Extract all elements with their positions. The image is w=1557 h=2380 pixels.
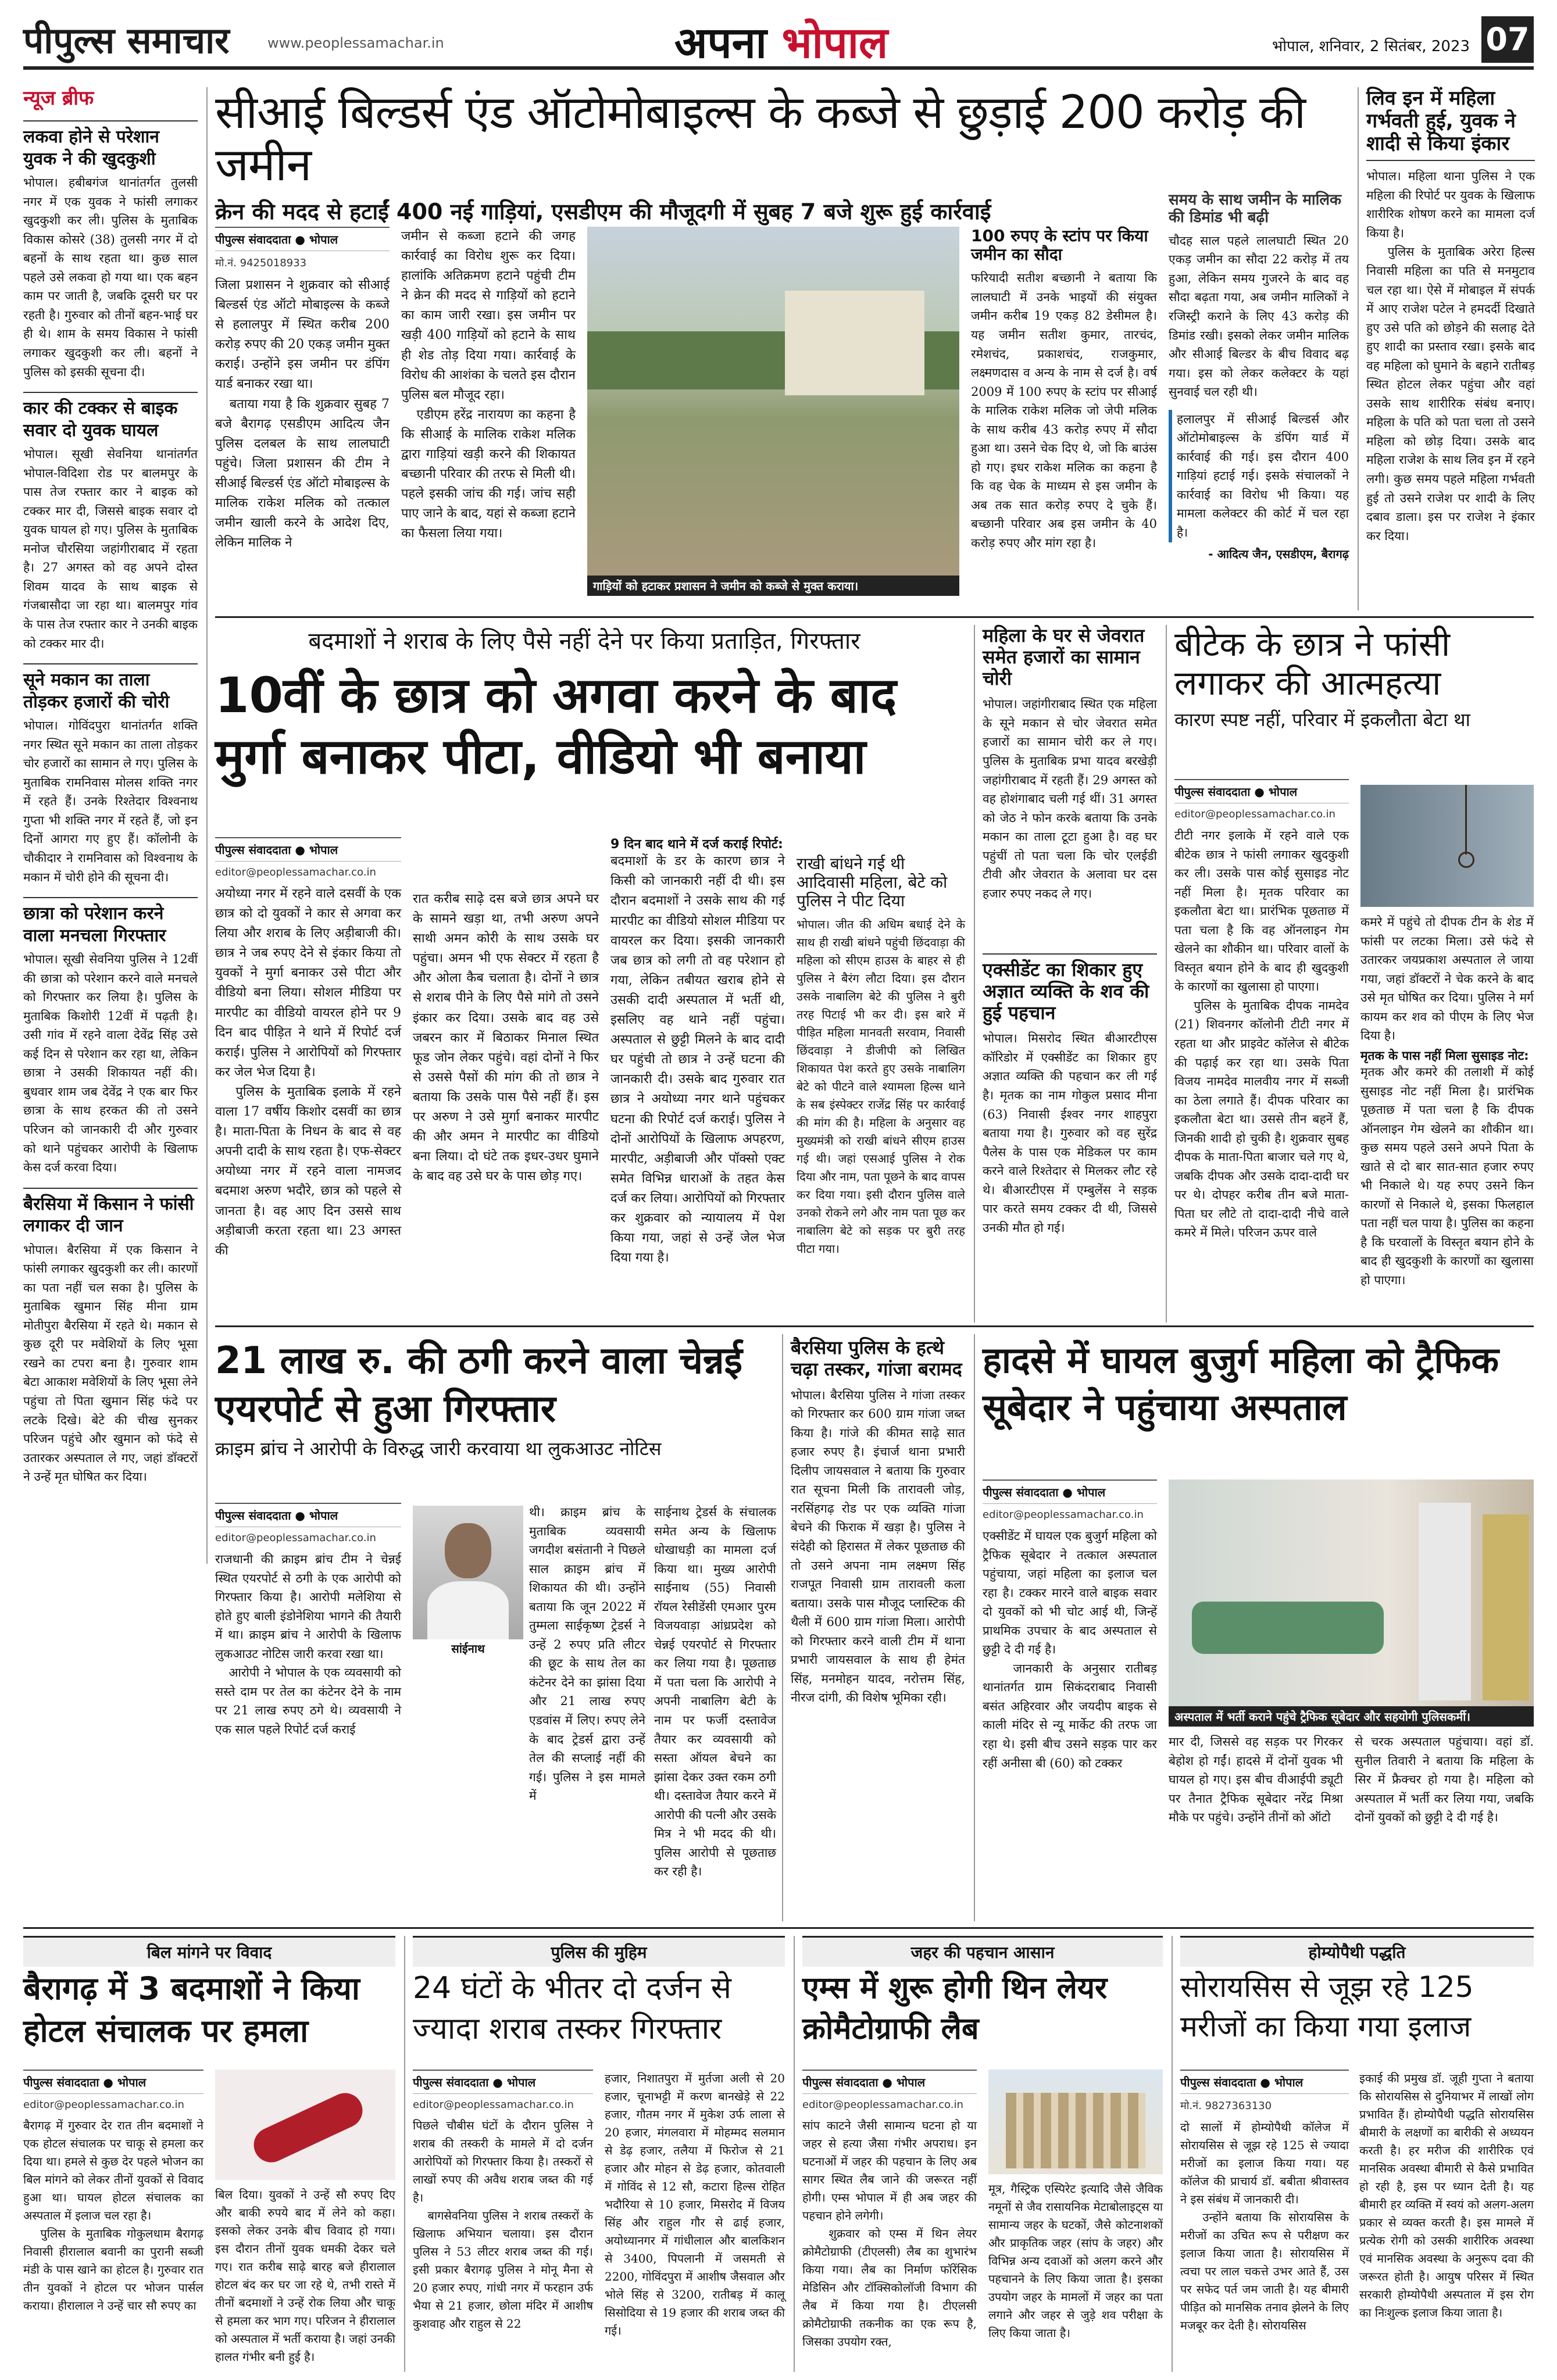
story-theft [983,624,1161,962]
section-tag: पुलिस की मुहिम [413,1936,785,1967]
homeo-body [1180,2070,1349,2372]
subsection-heading: 9 दिन बाद थाने में दर्ज कराई रिपोर्ट: [610,837,783,852]
story-headline: बीटेक के छात्र ने फांसी लगाकर की आत्महत्या [1174,624,1451,703]
story-headline: लिव इन में महिला गर्भवती हुई, युवक ने शादी से किया इंकार [1366,87,1535,161]
story-text-col2: रात करीब साढ़े दस बजे छात्र अपने घर के सामने खड़ा था, तभी अरुण अपने साथी अमन कोरी के साथ उसके घर पहुंचा। अमन भी एफ सेक्टर में रहता है और ओला कैब चलाता है। दोनों ने छात्र से शराब पीने के लिए पैसे मांगे तो उसने इंकार कर दिया। उसके बाद वह उसे जबरन कार में बिठाकर मिनाल स्थित फूड जोन लेकर पहुंचे। वहां दोनों ने फिर से उससे पैसों की मांग की तो छात्र ने बताया कि उसके पास पैसे नहीं हैं। इस पर अरुण ने उसे मुर्गा बनाकर मारपीट की और अमन ने मारपीट का वीडियो बना लिया। दो घंटे तक इधर-उधर घुमाने के बाद वह उसे घर के पास छोड़ गए। [413,892,603,1184]
story-headline: बैरसिया पुलिस के हत्थे चढ़ा तस्कर, गांजा बरामद [791,1336,962,1380]
aiims-body [802,2070,977,2372]
sidebar-text: फरियादी सतीश बच्छानी ने बताया कि लालघाटी में उनके भाइयों की संयुक्त जमीन करीब 19 एकड़ 82 डेसीमल है। यह जमीन सतीश कुमार, तारचंद, रमेशचंद, प्रकाशचंद, राजकुमार, लक्ष्मणदास व अन्य के नाम से दर्ज है। वर्ष 2009 में 100 रुपए के स्टांप पर सीआई के मालिक राकेश मलिक जो जेपी मलिक के साथ करीब 43 करोड़ रुपए में सौदा हुआ था। उसने चेक दिए थे, जो कि बाउंस हो गए। इधर राकेश मलिक का कहना है कि वह चेक के माध्यम से इस जमीन के अब तक सात करोड़ रुपए दे चुके हैं। बच्छानी परिवार अब इस जमीन के 40 करोड़ रुपए और मांग रहा है। [971,271,1161,551]
homeo-body-col2 [1359,2070,1538,2372]
section-title [674,12,888,70]
byline: पीपुल्स संवाददाता ● भोपाल [802,2070,977,2094]
reporter-email[interactable]: editor@peoplessamachar.co.in [802,2099,963,2111]
section-divider [215,616,1534,618]
story-text-col3: बदमाशों के डर के कारण छात्र ने किसी को जानकारी नहीं दी थी। इस दौरान बदमाशों ने उसके साथ की गई मारपीट का वीडियो सोशल मीडिया पर वायरल कर दिया। इसकी जानकारी जब छात्र को लगी तो वह परेशान हो गया, लेकिन तबीयत खराब होने से उसकी दादी अस्पताल में भर्ती थी, इसलिए वह थाने नहीं पहुंचा। अस्पताल से छुट्टी मिलने के बाद दादी घर पहुंची तो छात्र ने उन्हें घटना की जानकारी दी। उसके बाद गुरुवार रात छात्र ने अयोध्या नगर थाने पहुंचकर घटना की रिपोर्ट दर्ज कराई। पुलिस ने दोनों आरोपियों के खिलाफ अपहरण, मारपीट, अड़ीबाजी और पॉक्सो एक्ट समेत विभिन्न धाराओं के तहत केस दर्ज कर लिया। आरोपियों को गिरफ्तार कर शुक्रवार को न्यायालय में पेश किया गया, जहां से उन्हें जेल भेज दिया गया है। [610,854,789,1266]
elderly-body-col3 [1355,1732,1538,1924]
column-divider [794,1936,795,2372]
story-text-col1: राजधानी की क्राइम ब्रांच टीम ने चेन्नई स्थित एयरपोर्ट से ठगी के एक आरोपी को गिरफ्तार किया है। आरोपी मलेशिया से होते हुए बाली इंडोनेशिया भागने की तैयारी में था। क्राइम ब्रांच ने आरोपी के खिलाफ लुकआउट नोटिस जारी करवा रखा था। आरोपी ने भोपाल के एक व्यवसायी को सस्ते दाम पर तेल का कंटेनर देने के नाम पर 21 लाख रुपए ठगे थे। व्यवसायी ने एक साल पहले रिपोर्ट दर्ज कराई [215,1552,401,1736]
fraud-body-col2 [529,1503,649,1921]
aiims-body-col2 [988,2180,1167,2372]
elderly-body [983,1480,1157,1921]
story-text-col2: मार दी, जिससे वह सड़क पर गिरकर बेहोश हो गईं। हादसे में दोनों युवक भी घायल हो गए। इस बीच वीआईपी ड्यूटी पर तैनात ट्रैफिक सूबेदार नरेंद्र मिश्रा मौके पर पहुंचे। उन्होंने तीनों को ऑटो [1169,1735,1347,1825]
story-live-in [1366,87,1535,610]
hotel-photo [215,2070,395,2180]
story-text: भोपाल। बैरसिया पुलिस ने गांजा तस्कर को गिरफ्तार कर 600 ग्राम गांजा जब्त किया है। गांजे की कीमत साढ़े सात हजार रुपए है। इंचार्ज थाना प्रभारी दिलीप जायसवाल ने बताया कि गुरुवार रात सूचना मिली कि तारावली जोड़, नरसिंहगढ़ रोड पर एक व्यक्ति गांजा बेचने की फिराक में खड़ा है। पुलिस ने संदेही को हिरासत में लेकर पूछताछ की तो उसने अपना नाम लक्ष्मण सिंह राजपूत निवासी ग्राम तारावली कला बताया। उसके पास मौजूद प्लास्टिक की थैली में 600 ग्राम गांजा मिला। आरोपी को गिरफ्तार करने वाली टीम में थाना प्रभारी जायसवाल के साथ ही हेमंत सिंह, मनमोहन यादव, नरोत्तम सिंह, नीरज दांगी, की विशेष भूमिका रही। [791,1388,969,1705]
brief-headline: छात्रा को परेशान करने वाला मनचला गिरफ्तार [23,897,198,946]
story-text-col2: थी। क्राइम ब्रांच के मुताबिक व्यवसायी जगदीश बसंतानी ने पिछले साल क्राइम ब्रांच में शिकायत की थी। उन्होंने बताया कि जून 2022 में तुम्मला साईकृष्ण ट्रेडर्स ने उन्हें 2 रुपए प्रति लीटर की छूट के साथ तेल का कंटेनर देने का झांसा दिया और 21 लाख रुपए एडवांस में लिए। रुपए लेने के बाद ट्रेडर्स द्वारा उन्हें तेल की सप्लाई नहीं की गई। पुलिस ने इस मामले में [529,1505,649,1803]
story-text-col3: साईनाथ ट्रेडर्स के संचालक समेत अन्य के खिलाफ धोखाधड़ी का मामला दर्ज किया था। मुख्य आरोपी साईनाथ (55) निवासी रॉयल रेसीडेंसी एमआर पुरम विजयवाड़ा आंध्रप्रदेश को चेन्नई एयरपोर्ट से गिरफ्तार कर लिया गया है। पूछताछ में पता चला कि आरोपी ने अपनी नाबालिग बेटी के नाम पर फर्जी दस्तावेज तैयार कर व्यवसायी को सस्ता ऑयल बेचने का झांसा देकर उक्त रकम ठगी थी। दस्तावेज तैयार करने में आरोपी की पत्नी और उसके मित्र ने भी मदद की थी। पुलिस आरोपी से पूछताछ कर रही है। [654,1505,780,1879]
photo-caption: गाड़ियों को हटाकर प्रशासन ने जमीन को कब्जे से मुक्त कराया। [587,576,959,596]
story-text-col1: टीटी नगर इलाके में रहने वाले एक बीटेक छात्र ने फांसी लगाकर खुदकुशी कर ली। उसके पास कोई सुसाइड नोट नहीं मिला है। मृतक परिवार का इकलौता बेटा था। प्रारंभिक पूछताछ में पता चला है कि वह ऑनलाइन गेम खेलने का शौकीन था। परिवार वालों के विस्तृत बयान होने के बाद ही खुदकुशी के कारणों का खुलासा हो पाएगा। पुलिस के मुताबिक दीपक नामदेव (21) शिवनगर कॉलोनी टीटी नगर में रहता था और प्राइवेट कॉलेज से बीटेक की पढ़ाई कर रहा था। उसके पिता विजय नामदेव मालवीय नगर में सब्जी का ठेला लगाते हैं। दीपक परिवार का इकलौता बेटा था। उससे तीन बहनें हैं, जिनकी शादी हो चुकी है। शुक्रवार सुबह दीपक के माता-पिता बाजार चले गए थे, जबकि दीपक और उसके दादा-दादी घर पर थे। दोपहर करीब तीन बजे माता-पिता घर लौटे तो दादा-दादी नीचे वाले कमरे में मिले। परिजन ऊपर वाले [1174,828,1349,1240]
story-text-col2: कमरे में पहुंचे तो दीपक टीन के शेड में फांसी पर लटका मिला। उसे फंदे से उतारकर जयप्रकाश अस्पताल ले जाया गया, जहां डॉक्टरों ने चेक करने के बाद उसे मृत घोषित कर दिया। पुलिस ने मर्ग कायम कर शव को पीएम के लिए भेज दिया है। [1360,915,1538,1043]
news-brief-column [23,87,202,1564]
lead-subhead: क्रेन की मदद से हटाईं 400 नई गाड़ियां, एसडीएम की मौजूदगी में सुबह 7 बजे शुरू हुई कार्रवाई [215,199,991,225]
story-text-col3: से चरक अस्पताल पहुंचाया। वहां डॉ. सुनील तिवारी ने बताया कि महिला के सिर में फ्रैक्चर हो गया है। महिला को अस्पताल में भर्ती कर लिया गया, जबकि दोनों युवकों को छुट्टी दे दी गई है। [1355,1735,1538,1825]
story-text-col2: इकाई की प्रमुख डॉ. जूही गुप्ता ने बताया कि सोरायसिस से दुनियाभर में लाखों लोग प्रभावित हैं। होम्योपैथी पद्धति सोरायसिस बीमारी के लक्षणों का बारीकी से अध्ययन करती है। हर मरीज की शारीरिक एवं मानसिक अवस्था बीमारी से कैसे प्रभावित हो रही है, इस पर ध्यान देती है। यह बीमारी हर व्यक्ति में स्वयं को अलग-अलग प्रकार से व्यक्त करती है। इस मामले में प्रत्येक रोगी को उसकी शारीरिक अवस्था एवं मानसिक अवस्था के अनुरूप दवा की जरूरत होती है। आयुष परिसर में स्थित सरकारी होम्योपैथी अस्पताल में इस रोग का निःशुल्क इलाज किया जाता है। [1359,2071,1538,2320]
reporter-email[interactable]: editor@peoplessamachar.co.in [983,1509,1144,1521]
column-divider [1358,87,1359,610]
story-text: भोपाल। जहांगीराबाद स्थित एक महिला के सूने मकान से चोर जेवरात समेत हजारों का सामान चोरी कर ले गए। पुलिस के मुताबिक प्रभा यादव बरखेड़ी जहांगीराबाद में रहती हैं। 29 अगस्त को वह होशंगाबाद चली गई थीं। 31 अगस्त को जेठ ने फोन करके बताया कि उनके मकान का ताला टूटा हुआ है। वह घर पहुंचीं तो पता चला कि चोर एलईडी टीवी और जेवरात के अलावा घर दस हजार रुपए नकद ले गए। [983,697,1161,900]
dateline: भोपाल, शनिवार, 2 सितंबर, 2023 [1272,38,1470,55]
aiims-photo [988,2070,1163,2174]
column-divider [782,1334,783,1921]
brief-headline: लकवा होने से परेशान युवक ने की खुदकुशी [23,120,198,170]
kidnap-body-col3 [610,837,789,1320]
brief-text: भोपाल। सूखी सेवनिया थानांतर्गत भोपाल-विदिशा रोड पर बालमपुर के पास तेज रफ्तार कार ने बाइक को टक्कर मार दी, जिससे बाइक सवार दो युवक घायल हो गए। पुलिस के मुताबिक मनोज चौरसिया जहांगीराबाद में रहता है। 27 अगस्त को वह अपने दोस्त शिवम यादव के साथ बाइक से गंजबासौदा जा रहा था। बालमपुर गांव के पास तेज रफ्तार कार ने उनकी बाइक को टक्कर मार दी। [23,447,202,651]
story-headline: सोरायसिस से जूझ रहे 125 मरीजों का किया गया इलाज [1180,1970,1474,2043]
photo-caption: सांईनाथ [451,1642,485,1656]
subsection-heading: मृतक के पास नहीं मिला सुसाइड नोट: [1360,1048,1529,1063]
story-homeo [1180,1968,1534,2067]
story-headline: 21 लाख रु. की ठगी करने वाला चेन्नई एयरपोर्ट से हुआ गिरफ्तार [215,1339,742,1431]
story-text: भोपाल। मिसरोद स्थित बीआरटीएस कॉरिडोर में एक्सीडेंट का शिकार हुए अज्ञात व्यक्ति की पहचान कर ली गई है। मृतक का नाम गोकुल प्रसाद मीना (63) निवासी ईश्वर नगर शाहपुरा बताया गया है। गुरुवार को वह सुरेंद्र पैलेस के पास एक मेडिकल पर काम करने वाले रिश्तेदार से मिलकर लौट रहे थे। बीआरटीएस में एम्बुलेंस ने सड़क पार करते समय टक्कर दी थी, जिससे उनकी मौत हो गई। [983,1031,1161,1235]
byline: पीपुल्स संवाददाता ● भोपाल [215,227,390,251]
story-text-col1: बैरागढ़ में गुरुवार देर रात तीन बदमाशों ने एक होटल संचालक पर चाकू से हमला कर दिया था। हमले से कुछ देर पहले भोजन का बिल मांगने को लेकर तीनों युवकों से विवाद हुआ था। घायल होटल संचालक का अस्पताल में इलाज चल रहा है। पुलिस के मुताबिक गोकुलधाम बैरागढ़ निवासी हीरालाल बवानी का पुरानी सब्जी मंडी के पास खाने का होटल है। गुरुवार रात तीन युवकों ने होटल पर भोजन पार्सल कराया। हीरालाल ने उन्हें चार सौ रुपए का [23,2118,203,2313]
byline: पीपुल्स संवाददाता ● भोपाल [23,2070,203,2094]
story-ganja [791,1336,969,1924]
photo-caption: अस्पताल में भर्ती कराने पहुंचे ट्रैफिक सूबेदार और सहयोगी पुलिसकर्मी। [1169,1706,1534,1727]
lead-sidebar-1 [971,226,1161,599]
section-tag: होम्योपैथी पद्धति [1180,1936,1534,1967]
story-text-col2: हजार, निशातपुरा में मुर्तजा अली से 20 हजार, चूनाभट्टी में करण बानखेड़े से 22 हजार, गौतम नगर में मुकेश उर्फ लाला से 20 हजार, मंगलवारा में मोहम्मद सलमान से डेढ़ हजार, तलैया में फिरोज से 21 हजार और मोहन से डेढ़ हजार, कोतवाली में गोविंद से 12 सौ, कटारा हिल्स रोहित भदौरिया से 10 हजार, मिसरोद में विजय सिंह और राहुल गौर से ढाई हजार, अयोध्यानगर में गांधीलाल और बालकिशन से 3400, पिपलानी में जसमती से 2200, गोविंदपुरा में आशीष जैसवाल और भोले सिंह से 3200, रातीबड़ में कालू सिसोदिया से 19 हजार की शराब जब्त की गई। [605,2071,789,2338]
byline: पीपुल्स संवाददाता ● भोपाल [413,2070,593,2094]
byline: पीपुल्स संवाददाता ● भोपाल [983,1480,1157,1504]
story-text-col1: सांप काटने जैसी सामान्य घटना हो या जहर से हत्या जैसा गंभीर अपराध। इन घटनाओं में जहर की पहचान के लिए अब सागर स्थित लैब जाने की जरूरत नहीं होगी। एम्स भोपाल में ही अब जहर की पहचान होने लगेगी। शुक्रवार को एम्स में थिन लेयर क्रोमैटोग्राफी (टीएलसी) लैब का शुभारंभ किया गया। लैब का निर्माण फॉरेंसिक मेडिसिन और टॉक्सिकोलॉजी विभाग की लैब में किया गया है। टीएलसी क्रोमैटोग्राफी तकनीक का एक रूप है, जिसका उपयोग रक्त, [802,2118,977,2349]
website-url[interactable]: www.peoplessamachar.in [267,35,444,51]
byline: पीपुल्स संवाददाता ● भोपाल [215,837,401,862]
lead-headline: सीआई बिल्डर्स एंड ऑटोमोबाइल्स के कब्जे से छुड़ाई 200 करोड़ की जमीन [215,87,1306,191]
story-subhead: कारण स्पष्ट नहीं, परिवार में इकलौता बेटा था [1174,709,1470,731]
kidnap-body-col2 [413,889,603,1320]
byline: पीपुल्स संवाददाता ● भोपाल [215,1503,401,1527]
brief-headline: कार की टक्कर से बाइक सवार दो युवक घायल [23,392,198,441]
column-divider [404,1936,405,2372]
story-headline: बैरागढ़ में 3 बदमाशों ने किया होटल संचालक पर हमला [23,1970,360,2049]
accused-photo [413,1506,523,1639]
column-divider [206,87,208,1564]
story-headline: एक्सीडेंट का शिकार हुए अज्ञात व्यक्ति के शव की हुई पहचान [983,953,1157,1023]
sidebar-heading: समय के साथ जमीन के मालिक की डिमांड भी बढ़ी [1169,191,1341,226]
story-text-col1: दो सालों में होम्योपैथी कॉलेज में सोरायसिस से जूझ रहे 125 से ज्यादा मरीजों का इलाज किया गया। यह कॉलेज की प्राचार्य डॉ. बबीता श्रीवास्तव ने इस संबंध में जानकारी दी। उन्होंने बताया कि सोरायसिस के मरीजों का उचित रूप से परीक्षण कर इलाज किया जाता है। सोरायसिस में त्वचा पर लाल चकत्ते उभर आते हैं, उस पर सफेद पर्त जम जाती है। यह बीमारी पीड़ित को मानसिक तनाव झेलने के लिए मजबूर कर देती है। सोरायसिस [1180,2120,1349,2332]
story-text: भोपाल। महिला थाना पुलिस ने एक महिला की रिपोर्ट पर युवक के खिलाफ शारीरिक शोषण करने का मामला दर्ज किया है। पुलिस के मुताबिक अरेरा हिल्स निवासी महिला का पति से मनमुटाव चल रहा था। ऐसे में मोबाइल में संपर्क में आए राजेश पटेल ने हमदर्दी दिखाते हुए उसे पति को छोड़ने की सलाह देते हुए शादी का प्रस्ताव रखा। इसके बाद वह महिला को घुमाने के बहाने रातीबड़ स्थित होटल लेकर पहुंचा और वहां उसके साथ शारीरिक संबंध बनाए। महिला के पति को पता चला तो उसने महिला को छोड़ दिया। उसके बाद महिला राजेश के साथ लिव इन में रहने लगी। कुछ समय पहले महिला गर्भवती हुई तो उसने राजेश पर शादी के लिए दबाव डाला। इस पर राजेश ने इंकार कर दिया। [1366,169,1535,543]
btech-photo [1360,785,1534,907]
btech-body [1174,779,1349,1320]
story-liquor [413,1968,785,2067]
section-title-b: भोपाल [781,18,888,68]
brief-text: भोपाल। हबीबगंज थानांतर्गत तुलसी नगर में एक युवक ने फांसी लगाकर खुदकुशी कर ली। पुलिस के मुताबिक विकास कोसरे (38) तुलसी नगर में दो बहनों के साथ रहता था। कुछ साल पहले उसे लकवा हो गया था। एक बहन काम पर जाती है, जबकि दूसरी घर पर रहती है। गुरुवार को तीनों बहन-भाई घर ही थे। शाम के समय विकास ने फांसी लगाकर खुदकुशी कर ली। बहनों ने पुलिस को इसकी सूचना दी। [23,176,202,379]
fraud-body-col3 [654,1503,780,1921]
story-elderly [983,1337,1534,1488]
column-divider [974,1334,975,1921]
kidnap-body [215,837,401,1320]
lead-body-col2 [401,227,576,599]
section-divider [215,1325,1534,1327]
btech-body-col2 [1360,913,1538,1320]
sidebar-text: चौदह साल पहले लालघाटी स्थित 20 एकड़ जमीन का सौदा 22 करोड़ में तय हुआ, लेकिन समय गुजरने के बाद वह सौदा बढ़ता गया, अब जमीन मालिकों ने रजिस्ट्री कराने के लिए 43 करोड़ की डिमांड रखी। इसको लेकर जमीन मालिक और सीआई बिल्डर के बीच विवाद बढ़ गया। इस को लेकर कलेक्टर के यहां सुनवाई चल रही थी। [1169,233,1353,399]
brief-title: न्यूज ब्रीफ [23,87,94,110]
story-kicker: बदमाशों ने शराब के लिए पैसे नहीं देने पर किया प्रताड़ित, गिरफ्तार [308,628,860,655]
brief-text: भोपाल। बैरसिया में एक किसान ने फांसी लगाकर खुदकुशी कर ली। कारणों का पता नहीं चल सका है। पुलिस के मुताबिक खुमान सिंह मीना ग्राम मोतीपुरा बैरसिया में रहते थे। मकान से कुछ दूरी पर मवेशियों के लिए भूसा रखने का टपरा बना है। गुरुवार शाम बेटा आकाश मवेशियों के लिए भूसा लेने पहुंचा तो पिता खुमान सिंह फंदे पर लटके दिखे। बेटे की चीख सुनकर परिजन पहुंचे और खुमान को फंदे से उतारकर अस्पताल ले गए, जहां डॉक्टरों ने उन्हें मृत घोषित कर दिया। [23,1242,202,1484]
story-text-col1: एक्सीडेंट में घायल एक बुजुर्ग महिला को ट्रैफिक सूबेदार ने तत्काल अस्पताल पहुंचाया, जहां महिला का इलाज चल रहा है। टक्कर मारने वाले बाइक सवार दो युवकों को भी चोट आई थी, जिन्हें प्राथमिक उपचार के बाद अस्पताल से छुट्टी दे दी गई है। जानकारी के अनुसार रातीबड़ थानांतर्गत ग्राम सिकंदराबाद निवासी बसंत अहिरवार और जयदीप बाइक से काली मंदिर से न्यू मार्केट की तरफ जा रहा थे। इसी बीच उसने सड़क पार कर रहीं अनीसा बी (60) को टक्कर [983,1529,1158,1770]
lead-text-col2: जमीन से कब्जा हटाने की जगह कार्रवाई का विरोध शुरू कर दिया। हालांकि अतिक्रमण हटाने पहुंची टीम ने क्रेन की मदद से गाड़ियों को हटाने का काम जारी रखा। इस जमीन पर खड़ी 400 गाड़ियों को हटाने के साथ ही शेड तोड़ दिया गया। कार्रवाई के विरोध की आशंका के चलते इस दौरान पुलिस बल मौजूद रहा। एडीएम हरेंद्र नारायण का कहना है कि सीआई के मालिक राकेश मलिक द्वारा गाड़ियां खड़ी करने की शिकायत बच्छानी परिवार की तरफ से मिली थी। पहले इसकी जांच की गई। जांच सही पाए जाने के बाद, यहां से कब्जा हटाने का फैसला लिया गया। [401,229,576,541]
story-headline: हादसे में घायल बुजुर्ग महिला को ट्रैफिक सूबेदार ने पहुंचाया अस्पताल [983,1339,1499,1428]
story-fraud [215,1337,773,1488]
section-tag: जहर की पहचान आसान [802,1936,1163,1967]
byline: पीपुल्स संवाददाता ● भोपाल [1180,2070,1349,2094]
story-headline: राखी बांधने गई थी आदिवासी महिला, बेटे को पुलिस ने पीट दिया [797,854,948,911]
reporter-email[interactable]: editor@peoplessamachar.co.in [413,2099,574,2111]
story-headline: 24 घंटों के भीतर दो दर्जन से ज्यादा शराब तस्कर गिरफ्तार [413,1971,731,2047]
quote-attribution: - आदित्य जैन, एसडीएम, बैरागढ़ [1208,546,1349,561]
elderly-body-col2 [1169,1732,1347,1924]
section-title-a: अपना [674,18,782,68]
liquor-body-col2 [605,2070,789,2372]
masthead [23,12,1534,70]
lead-text-col1: जिला प्रशासन ने शुक्रवार को सीआई बिल्डर्स एंड ऑटो मोबाइल्स के कब्जे से हलालपुर में स्थित करीब 200 करोड़ रुपए की 20 एकड़ जमीन मुक्त कराई। उन्होंने इस जमीन पर डंपिंग यार्ड बनाकर रखा था। बताया गया है कि शुक्रवार सुबह 7 बजे बैरागढ़ एसडीएम आदित्य जैन पुलिस दलबल के साथ लालघाटी पहुंचे। जिला प्रशासन की टीम ने सीआई बिल्डर्स एंड ऑटो मोबाइल्स के मालिक राकेश मलिक को तत्काल जमीन खाली करने के आदेश दिए, लेकिन मालिक ने [215,278,390,551]
story-btech [1174,625,1534,788]
section-divider [23,1927,1534,1929]
story-headline: एम्स में शुरू होगी थिन लेयर क्रोमैटोग्राफी लैब [802,1971,1108,2047]
story-headline: 10वीं के छात्र को अगवा करने के बाद मुर्गा बनाकर पीटा, वीडियो भी बनाया [215,667,897,785]
liquor-body [413,2070,593,2372]
reporter-mobile: मो.नं. 9827363130 [1180,2100,1272,2112]
lead-body [215,227,390,599]
brief-headline: बैरसिया में किसान ने फांसी लगाकर दी जान [23,1188,198,1237]
section-tag: बिल मांगने पर विवाद [23,1936,395,1967]
story-aiims [802,1968,1163,2067]
sidebar-heading: 100 रुपए के स्टांप पर किया जमीन का सौदा [971,226,1148,265]
byline: पीपुल्स संवाददाता ● भोपाल [1174,779,1349,803]
story-text-col1: अयोध्या नगर में रहने वाले दसवीं के एक छात्र को दो युवकों ने कार से अगवा कर लिया और शराब के लिए अड़ीबाजी की। छात्र ने जब रुपए देने से इंकार किया तो युवकों ने मुर्गा बनाकर उसे पीटा और वीडियो बना लिया। सोशल मीडिया पर मारपीट का वीडियो वायरल होने पर 9 दिन बाद पीड़ित ने थाने में रिपोर्ट दर्ज कराई। पुलिस ने आरोपियों को गिरफ्तार कर जेल भेज दिया है। पुलिस के मुताबिक इलाके में रहने वाला 17 वर्षीय किशोर दसवीं का छात्र है। माता-पिता के निधन के बाद से वह अपनी दादी के साथ रहता है। एफ-सेक्टर अयोध्या नगर में रहने वाला नामजद बदमाश अरुण भदौरे, छात्र को पहले से जानता है। वह आए दिन उससे साथ अड़ीबाजी करता रहता था। 23 अगस्त की [215,887,401,1258]
story-headline: महिला के घर से जेवरात समेत हजारों का सामान चोरी [983,624,1145,689]
newspaper-logo: पीपुल्स समाचार [23,19,230,62]
brief-text: भोपाल। सूखी सेवनिया पुलिस ने 12वीं की छात्रा को परेशान करने वाले मनचले को गिरफ्तार कर लिया है। पुलिस के मुताबिक किशोरी 12वीं में पढ़ती है। उसी गांव में रहने वाला देवेंद्र सिंह उसे कई दिन से परेशान कर रहा था, लेकिन छात्रा ने उसकी शिकायत नहीं की। बुधवार शाम जब देवेंद्र ने एक बार फिर छात्रा के साथ हरकत की तो उसने परिजन को जानकारी दी और गुरुवार को थाने पहुंचकर आरोपी के खिलाफ केस दर्ज करवा दिया। [23,952,202,1175]
brief-headline: सूने मकान का ताला तोड़कर हजारों की चोरी [23,663,198,713]
column-divider [1166,625,1167,1323]
hotel-body-col2 [215,2186,399,2372]
reporter-email[interactable]: editor@peoplessamachar.co.in [215,866,376,878]
story-text-col2: बिल दिया। युवकों ने उन्हें सौ रुपए दिए और बाकी रुपये बाद में लेने को कहा। इसको लेकर उनके बीच विवाद हो गया। इस दौरान तीनों युवक धमकी देकर चले गए। रात करीब साढ़े बारह बजे हीरालाल होटल बंद कर घर जा रहे थे, तभी रास्ते में तीनों बदमाशों ने उन्हें रोक लिया और चाकू से हमला कर भाग गए। परिजन ने हीरालाल को अस्पताल में भर्ती कराया है। जहां उनकी हालत गंभीर बनी हुई है। [215,2188,399,2364]
column-divider [1172,1936,1173,2372]
reporter-mobile: मो.नं. 9425018933 [215,257,307,269]
lead-photo [587,227,959,576]
reporter-email[interactable]: editor@peoplessamachar.co.in [23,2099,184,2111]
quote-text: हलालपुर में सीआई बिल्डर्स और ऑटोमोबाइल्स के डंपिंग यार्ड में कार्रवाई की गई। इस दौरान 400 गाड़ियां हटाई गई। इसके संचालकों ने कार्रवाई का विरोध भी किया। यह मामला कलेक्टर की कोर्ट में चल रहा है। [1169,410,1349,542]
story-subhead: क्राइम ब्रांच ने आरोपी के विरुद्ध जारी करवाया था लुकआउट नोटिस [215,1438,662,1460]
story-rakhi [797,854,969,1320]
reporter-email[interactable]: editor@peoplessamachar.co.in [1174,808,1335,820]
story-text-col2: मूत्र, गैस्ट्रिक एस्पिरेट इत्यादि जैसे जैविक नमूनों से जैव रासायनिक मेटाबोलाइट्स या सामान्य जहर के घटकों, जैसे कोटनाशकों और प्राकृतिक जहर (सांप के जहर) और विभिन्न अन्य दवाओं को अलग करने और पहचानने के लिए किया जाता है। इसका उपयोग जहर के मामलों में जहर का पता लगाने और जहर से जुड़े शव परीक्षा के लिए किया जाता है। [988,2182,1167,2340]
hotel-body [23,2070,203,2372]
story-accident [983,953,1161,1320]
lead-sidebar-2 [1169,191,1353,610]
column-divider [974,625,975,1323]
elderly-photo [1169,1480,1534,1706]
fraud-body [215,1503,401,1921]
story-text-col2b: मृतक और कमरे की तलाशी में कोई सुसाइड नोट नहीं मिला है। प्रारंभिक पूछताछ में पता चला है कि दीपक ऑनलाइन गेम खेलने का शौकीन था। कुछ समय पहले उसने अपने पिता के खाते से दो बार सात-सात हजार रुपए भी निकाले थे। यह रुपए उसने किन कारणों से निकाले थे, इसका फिलहाल पता नहीं चल पाया है। पुलिस का कहना है कि घरवालों के विस्तृत बयान होने के बाद ही खुदकुशी के कारणों का खुलासा हो पाएगा। [1360,1064,1538,1287]
page-number: 07 [1481,16,1534,63]
story-text-col1: पिछले चौबीस घंटों के दौरान पुलिस ने शराब की तस्करी के मामले में दो दर्जन आरोपियों को गिरफ्तार किया है। तस्करों से लाखों रुपए की अवैध शराब जब्त की गई है। बागसेवनिया पुलिस ने शराब तस्करों के खिलाफ अभियान चलाया। इस दौरान पुलिस ने 53 लीटर शराब जब्त की गई। इसी प्रकार बैरागढ़ पुलिस ने मोनू मैना से 20 हजार रुपए, गांधी नगर में फरहान उर्फ भैया से 21 हजार, छोला मंदिर में आशीष कुशवाह और राहुल से 22 [413,2118,593,2331]
story-text: भोपाल। जीत की अधिम बधाई देने के साथ ही राखी बांधने पहुंची छिंदवाड़ा की महिला को सीएम हाउस के बाहर से ही पुलिस ने बैरंग लौटा दिया। इस दौरान उसके नाबालिग बेटे की पुलिस ने बुरी तरह पिटाई भी कर दी। इस बारे में पीड़ित महिला मानवती सरवाम, निवासी छिंदवाड़ा ने डीजीपी को लिखित शिकायत पेश करते हुए उसके नाबालिग बेटे को पीटने वाले श्यामला हिल्स थाने के सब इंस्पेक्टर राजेंद्र सिंह पर कार्रवाई की मांग की है। महिला के अनुसार वह मुख्यमंत्री को राखी बांधने सीएम हाउस गई थी। जहां एसआई पुलिस ने रोक दिया और नाम, पता पूछने के बाद वापस कर दिया गया। इसी दौरान पुलिस वाले उनको रोकने लगे और नाम पता पूछ कर नाबालिग बेटे को सड़क पर बुरी तरह पीटा गया। [797,917,969,1256]
brief-text: भोपाल। गोविंदपुरा थानांतर्गत शक्ति नगर स्थित सूने मकान का ताला तोड़कर चोर हजारों का सामान ले गए। पुलिस के मुताबिक रामनिवास मोलस शक्ति नगर में रहते हैं। उनके रिश्तेदार विश्वनाथ गुप्ता भी शक्ति नगर में रहते हैं, जो इन दिनों आगरा गए हुए हैं। कॉलोनी के चौकीदार ने रामनिवास को विश्वनाथ के मकान में चोरी होने की सूचना दी। [23,719,202,884]
reporter-email[interactable]: editor@peoplessamachar.co.in [215,1532,376,1544]
